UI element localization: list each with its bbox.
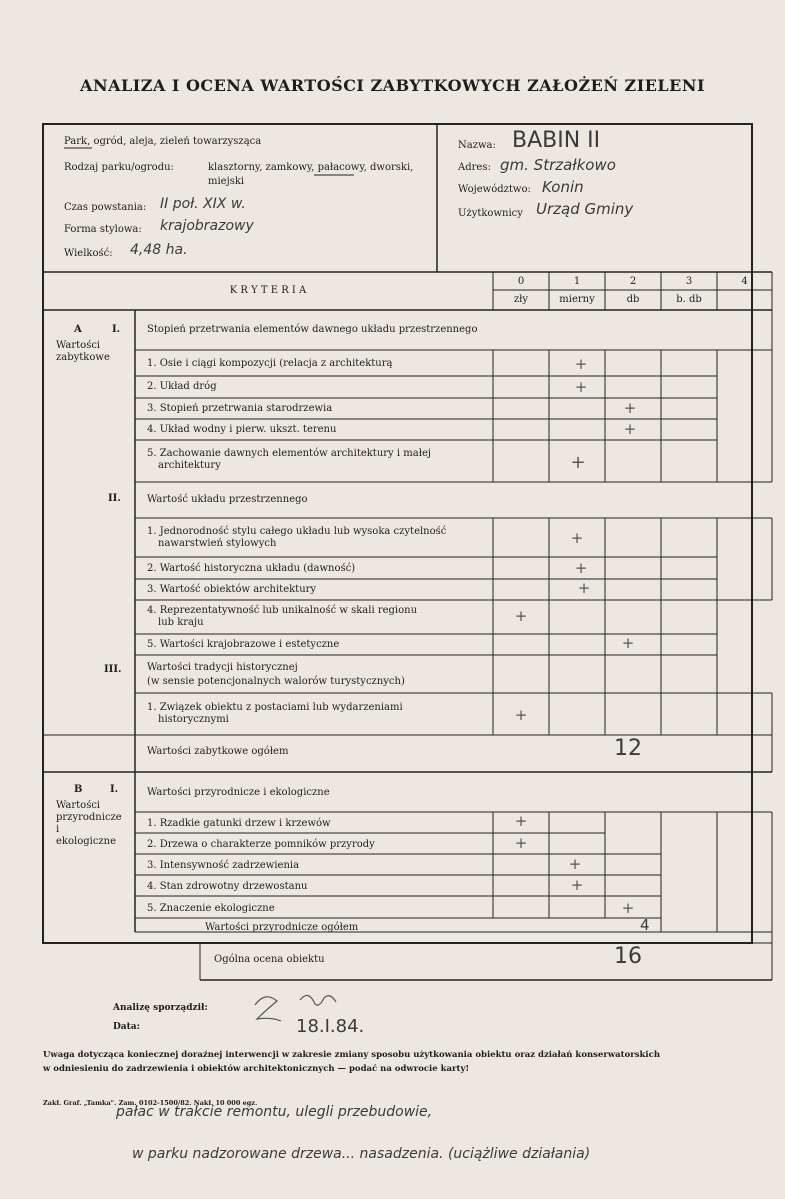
row-label: 3. Intensywność zadrzewienia: [147, 860, 300, 871]
kind-options: klasztorny, zamkowy, pałacowy, dworski,: [208, 162, 414, 173]
score-mark: +: [577, 579, 591, 597]
voivodeship-label: Województwo:: [458, 184, 531, 195]
row-label: 3. Wartość obiektów architektury: [147, 584, 317, 595]
style-value: krajobrazowy: [160, 218, 254, 234]
a3-title-1: Wartości tradycji historycznej: [147, 662, 298, 673]
style-label: Forma stylowa:: [64, 224, 142, 235]
score-mark: +: [623, 420, 637, 438]
score-mark: +: [621, 634, 635, 652]
handwritten-note-1: pałac w trakcie remontu, ulegli przebudowie,: [116, 1104, 433, 1120]
b1-title: Wartości przyrodnicze i ekologiczne: [147, 787, 330, 798]
a-total-value: 12: [614, 736, 642, 761]
score-name-0: zły: [513, 294, 529, 305]
date-value: 18.I.84.: [296, 1016, 365, 1037]
address-label: Adres:: [458, 162, 491, 173]
a-total-label: Wartości zabytkowe ogółem: [147, 746, 289, 757]
score-mark: +: [570, 529, 584, 547]
criteria-label: K R Y T E R I A: [229, 285, 307, 296]
score-name-3: b. db: [676, 294, 702, 305]
score-3: 3: [685, 276, 693, 287]
b-total-label: Wartości przyrodnicze ogółem: [205, 922, 359, 933]
signature: [255, 997, 281, 1021]
section-a-roman-2: II.: [108, 493, 121, 504]
handwritten-note-2: w parku nadzorowane drzewa... nasadzenia. (uciążliwe działania): [132, 1146, 591, 1162]
section-b-name: Wartości przyrodnicze i ekologiczne: [56, 800, 122, 847]
row-label: 4. Stan zdrowotny drzewostanu: [147, 881, 308, 892]
score-mark: +: [570, 876, 584, 894]
section-b-roman-1: I.: [110, 784, 119, 795]
row-label-2: nawarstwień stylowych: [158, 538, 277, 549]
voivodeship-value: Konin: [542, 178, 584, 196]
row-label-2: architektury: [158, 460, 221, 471]
analyst-label: Analizę sporządził:: [113, 1003, 208, 1013]
row-label: 5. Wartości krajobrazowe i estetyczne: [147, 639, 340, 650]
kind-label: Rodzaj parku/ogrodu:: [64, 162, 174, 173]
score-2: 2: [629, 276, 637, 287]
row-label-2: historycznymi: [158, 714, 229, 725]
print-info: Zakł. Graf. „Tamka". Zam. 0102-1500/82. Nakł. 10 000 egz.: [43, 1099, 258, 1107]
users-label: Użytkownicy: [458, 208, 523, 219]
created-value: II poł. XIX w.: [160, 196, 246, 212]
name-label: Nazwa:: [458, 140, 496, 151]
size-value: 4,48 ha.: [130, 242, 188, 258]
row-label: 1. Jednorodność stylu całego układu lub wysoka czytelność: [147, 526, 447, 537]
score-mark: +: [621, 899, 635, 917]
created-label: Czas powstania:: [64, 202, 147, 213]
a2-title: Wartość układu przestrzennego: [147, 494, 308, 505]
score-mark: +: [514, 812, 528, 830]
name-value: BABIN II: [512, 128, 601, 153]
score-1: 1: [573, 276, 581, 287]
score-mark: +: [570, 452, 586, 473]
score-mark: +: [514, 607, 528, 625]
row-label-2: lub kraju: [158, 617, 204, 628]
score-mark: +: [568, 855, 582, 873]
row-label: 4. Reprezentatywność lub unikalność w skali regionu: [147, 605, 418, 616]
kind-options-2: miejski: [208, 176, 245, 187]
score-name-1: mierny: [559, 294, 595, 305]
section-b-code: B: [74, 784, 83, 795]
note-line-2: w odniesieniu do zadrzewienia i obiektów architektonicznych — podać na odwrocie karty!: [43, 1064, 470, 1074]
score-mark: +: [514, 706, 528, 724]
row-label: 4. Układ wodny i pierw. ukszt. terenu: [147, 424, 337, 435]
row-label: 5. Zachowanie dawnych elementów architektury i małej: [147, 448, 431, 459]
row-label: 2. Drzewa o charakterze pomników przyrody: [147, 839, 375, 850]
row-label: 2. Wartość historyczna układu (dawność): [147, 563, 356, 574]
row-label: 1. Rzadkie gatunki drzew i krzewów: [147, 818, 331, 829]
address-value: gm. Strzałkowo: [500, 156, 616, 174]
score-mark: +: [623, 399, 637, 417]
note-line-1: Uwaga dotycząca koniecznej doraźnej interwencji w zakresie zmiany sposobu użytkowania obiektu oraz działań konserwatorskich: [43, 1050, 661, 1060]
section-a-code: A: [74, 324, 82, 335]
form-title: ANALIZA I OCENA WARTOŚCI ZABYTKOWYCH ZAŁOŻEŃ ZIELENI: [80, 76, 705, 95]
b-total-value: 4: [640, 916, 650, 934]
a1-title: Stopień przetrwania elementów dawnego układu przestrzennego: [147, 324, 478, 335]
overall-label: Ogólna ocena obiektu: [214, 954, 325, 965]
date-label: Data:: [113, 1022, 140, 1032]
size-label: Wielkość:: [64, 248, 113, 259]
section-a-roman-1: I.: [112, 324, 121, 335]
overall-value: 16: [614, 944, 642, 969]
score-mark: +: [574, 378, 588, 396]
score-name-2: db: [626, 294, 640, 305]
row-label: 1. Związek obiektu z postaciami lub wydarzeniami: [147, 702, 403, 713]
row-label: 5. Znaczenie ekologiczne: [147, 903, 275, 914]
score-0: 0: [517, 276, 525, 287]
section-a-roman-3: III.: [104, 664, 122, 675]
score-mark: +: [574, 559, 588, 577]
a3-title-2: (w sensie potencjonalnych walorów turystycznych): [147, 676, 405, 687]
row-label: 1. Osie i ciągi kompozycji (relacja z architekturą: [147, 358, 393, 369]
object-type: Park, ogród, aleja, zieleń towarzysząca: [64, 136, 262, 147]
score-4: 4: [741, 276, 748, 287]
score-mark: +: [514, 834, 528, 852]
row-label: 2. Układ dróg: [147, 381, 217, 392]
section-a-name: Wartości zabytkowe: [56, 340, 110, 363]
row-label: 3. Stopień przetrwania starodrzewia: [147, 403, 333, 414]
users-value: Urząd Gminy: [536, 200, 634, 218]
score-mark: +: [574, 355, 588, 373]
